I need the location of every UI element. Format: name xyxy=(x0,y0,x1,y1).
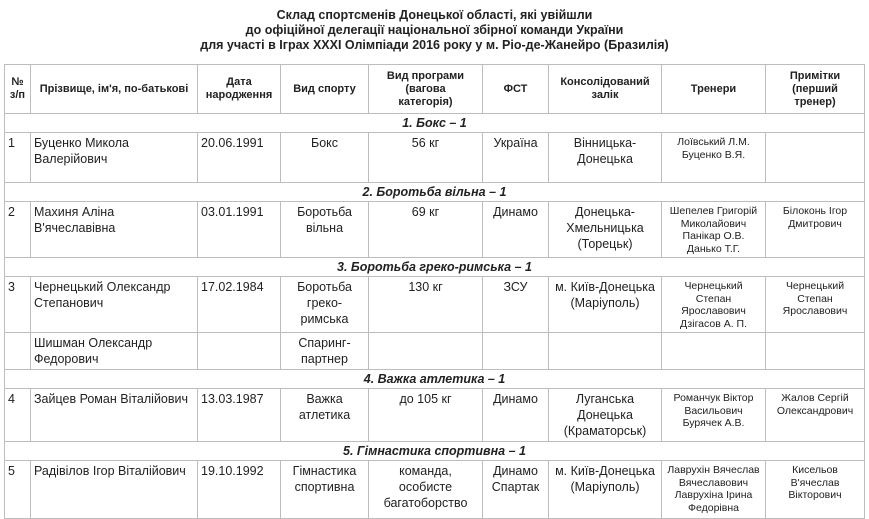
cell-line: (Маріуполь) xyxy=(570,296,640,310)
cell-line: Федорівна xyxy=(688,501,739,514)
table-row xyxy=(5,389,865,442)
cell-line: Донецька xyxy=(577,408,633,422)
cell-line: особисте xyxy=(398,480,453,494)
cell-coaches xyxy=(662,461,766,519)
cell-fst xyxy=(483,277,549,333)
cell-num: 2 xyxy=(5,202,31,258)
cell-line: Дмитрович xyxy=(788,217,842,230)
cell-fst xyxy=(483,133,549,183)
cell-line: м. Київ-Донецька xyxy=(555,280,655,294)
cell-line: греко-римська xyxy=(300,296,349,326)
section-title: 4. Важка атлетика – 1 xyxy=(5,370,865,389)
cell-line: Данько Т.Г. xyxy=(686,242,741,255)
cell-notes xyxy=(766,202,865,258)
cell-line: Панікар О.В. xyxy=(682,230,745,242)
cell-line: (Краматорськ) xyxy=(563,424,647,438)
cell-sport xyxy=(281,277,369,333)
header-fst: ФСТ xyxy=(483,65,549,114)
section-row xyxy=(5,114,865,133)
cell-program xyxy=(369,277,483,333)
cell-line: Донецька- xyxy=(575,205,635,219)
cell-line: Вячеславович xyxy=(678,476,749,489)
section-title: 2. Боротьба вільна – 1 xyxy=(5,183,865,202)
header-notes: Примітки (перший тренер) xyxy=(766,65,865,114)
cell-line: Донецька xyxy=(577,152,633,166)
cell-line: Вікторович xyxy=(788,489,842,501)
cell-line: Миколайович xyxy=(680,217,747,230)
cell-fst xyxy=(483,333,549,370)
cell-line: Україна xyxy=(493,136,538,150)
cell-fst xyxy=(483,461,549,519)
cell-line: Зайцев Роман Віталійович xyxy=(34,392,189,406)
cell-line: Валерійович xyxy=(34,152,108,166)
cell-program xyxy=(369,333,483,370)
cell-line: 130 кг xyxy=(408,280,443,294)
title-line-2: до офіційної делегації національної збірної команди України xyxy=(245,23,624,37)
cell-line: Кисельов xyxy=(792,464,838,476)
cell-coaches xyxy=(662,133,766,183)
header-program: Вид програми (вагова категорія) xyxy=(369,65,483,114)
cell-line: В'ячеслав xyxy=(790,476,840,489)
cell-line: Спартак xyxy=(491,480,540,494)
table-row xyxy=(5,333,865,370)
cell-line: 69 кг xyxy=(411,205,440,219)
cell-line: Дзігасов А. П. xyxy=(679,317,748,330)
cell-club xyxy=(549,389,662,442)
cell-sport xyxy=(281,389,369,442)
cell-line: Вінницька- xyxy=(573,136,637,150)
cell-line: м. Київ-Донецька xyxy=(555,464,655,478)
cell-line: Степан xyxy=(797,292,833,305)
cell-line: Олександрович xyxy=(776,404,854,417)
cell-num: 3 xyxy=(5,277,31,333)
cell-coaches xyxy=(662,277,766,333)
cell-dob: 19.10.1992 xyxy=(198,461,281,519)
header-num: № з/п xyxy=(5,65,31,114)
cell-program xyxy=(369,202,483,258)
athletes-table xyxy=(4,64,865,519)
header-coaches: Тренери xyxy=(662,65,766,114)
cell-line: вільна xyxy=(305,221,344,235)
cell-line: Ярославович xyxy=(782,305,848,317)
table-row xyxy=(5,202,865,258)
cell-line: 56 кг xyxy=(411,136,440,150)
cell-line: Буценко Микола xyxy=(34,136,130,150)
section-title: 5. Гімнастика спортивна – 1 xyxy=(5,442,865,461)
cell-notes xyxy=(766,461,865,519)
cell-club xyxy=(549,133,662,183)
cell-program xyxy=(369,133,483,183)
cell-dob: 03.01.1991 xyxy=(198,202,281,258)
document-title xyxy=(0,8,869,53)
cell-line: Лаврухіна Ірина xyxy=(674,489,753,501)
cell-num: 4 xyxy=(5,389,31,442)
section-row xyxy=(5,442,865,461)
cell-name xyxy=(31,389,198,442)
section-row xyxy=(5,183,865,202)
cell-line: Динамо xyxy=(493,205,538,219)
cell-line: (Торецьк) xyxy=(577,237,633,251)
cell-line: ЗСУ xyxy=(503,280,528,294)
cell-line: Важка xyxy=(306,392,343,406)
cell-line: Бурячек А.В. xyxy=(682,417,745,429)
cell-club xyxy=(549,461,662,519)
cell-line: Степанович xyxy=(34,296,104,310)
cell-line: партнер xyxy=(301,352,348,366)
cell-num: 5 xyxy=(5,461,31,519)
cell-line: атлетика xyxy=(298,408,351,422)
cell-line: Спаринг- xyxy=(298,336,351,350)
cell-line: Шепелев Григорій xyxy=(669,205,758,217)
cell-num xyxy=(5,333,31,370)
title-line-3: для участі в Іграх ХХХІ Олімпіади 2016 року у м. Ріо-де-Жанейро (Бразилія) xyxy=(200,38,669,52)
cell-line: Чернецький xyxy=(684,280,743,292)
cell-dob: 13.03.1987 xyxy=(198,389,281,442)
cell-line: Чернецький xyxy=(785,280,845,292)
cell-line: Жалов Сергій xyxy=(781,392,849,404)
cell-name xyxy=(31,133,198,183)
cell-line: Лоївський Л.М. xyxy=(677,136,750,148)
cell-name xyxy=(31,333,198,370)
cell-line: команда, xyxy=(399,464,452,478)
header-name: Прізвище, ім'я, по-батькові xyxy=(31,65,198,114)
section-title: 1. Бокс – 1 xyxy=(5,114,865,133)
cell-notes xyxy=(766,133,865,183)
title-line-1: Склад спортсменів Донецької області, які увійшли xyxy=(276,8,593,22)
cell-coaches xyxy=(662,333,766,370)
cell-coaches xyxy=(662,389,766,442)
cell-dob: 20.06.1991 xyxy=(198,133,281,183)
cell-club xyxy=(549,202,662,258)
cell-program xyxy=(369,389,483,442)
cell-line: Лаврухін Вячеслав xyxy=(667,464,760,476)
cell-line: Ярославович xyxy=(681,305,746,317)
table-row xyxy=(5,461,865,519)
cell-name xyxy=(31,202,198,258)
section-title: 3. Боротьба греко-римська – 1 xyxy=(5,258,865,277)
cell-line: Степан xyxy=(695,292,732,305)
cell-club xyxy=(549,333,662,370)
cell-line: Чернецький Олександр xyxy=(34,280,171,294)
cell-dob xyxy=(198,333,281,370)
cell-line: Федорович xyxy=(34,352,99,366)
cell-club xyxy=(549,277,662,333)
cell-line: Буценко В.Я. xyxy=(681,148,746,161)
cell-notes xyxy=(766,389,865,442)
cell-line: Романчук Віктор xyxy=(673,392,754,404)
table-row xyxy=(5,277,865,333)
cell-line: Білоконь Ігор xyxy=(782,205,848,217)
cell-sport xyxy=(281,461,369,519)
section-row xyxy=(5,370,865,389)
table-row xyxy=(5,133,865,183)
header-row xyxy=(5,65,865,114)
section-row xyxy=(5,258,865,277)
cell-line: Боротьба xyxy=(297,280,352,294)
cell-name xyxy=(31,461,198,519)
cell-line: Шишман Олександр xyxy=(34,336,153,350)
cell-dob: 17.02.1984 xyxy=(198,277,281,333)
cell-line: Гімнастика xyxy=(292,464,357,478)
cell-line: Хмельницька xyxy=(566,221,644,235)
cell-sport xyxy=(281,202,369,258)
cell-line: Бокс xyxy=(310,136,338,150)
cell-line: спортивна xyxy=(294,480,355,494)
cell-line: Луганська xyxy=(575,392,635,406)
header-sport: Вид спорту xyxy=(281,65,369,114)
cell-line: до 105 кг xyxy=(399,392,452,406)
cell-line: багатоборство xyxy=(383,496,468,510)
cell-line: Махиня Аліна xyxy=(34,205,115,219)
cell-program xyxy=(369,461,483,519)
cell-notes xyxy=(766,277,865,333)
cell-line: (Маріуполь) xyxy=(570,480,640,494)
cell-line: Радівілов Ігор Віталійович xyxy=(34,464,186,478)
cell-num: 1 xyxy=(5,133,31,183)
cell-line: Боротьба xyxy=(297,205,352,219)
cell-line: Динамо xyxy=(493,392,538,406)
header-dob: Дата народження xyxy=(198,65,281,114)
cell-notes xyxy=(766,333,865,370)
cell-coaches xyxy=(662,202,766,258)
cell-sport xyxy=(281,133,369,183)
table-body xyxy=(5,114,865,519)
cell-line: Васильович xyxy=(684,404,743,417)
cell-sport xyxy=(281,333,369,370)
cell-name xyxy=(31,277,198,333)
header-club: Консолідований залік xyxy=(549,65,662,114)
cell-line: Динамо xyxy=(493,464,538,478)
cell-fst xyxy=(483,389,549,442)
cell-line: В'ячеславівна xyxy=(34,221,116,235)
cell-fst xyxy=(483,202,549,258)
